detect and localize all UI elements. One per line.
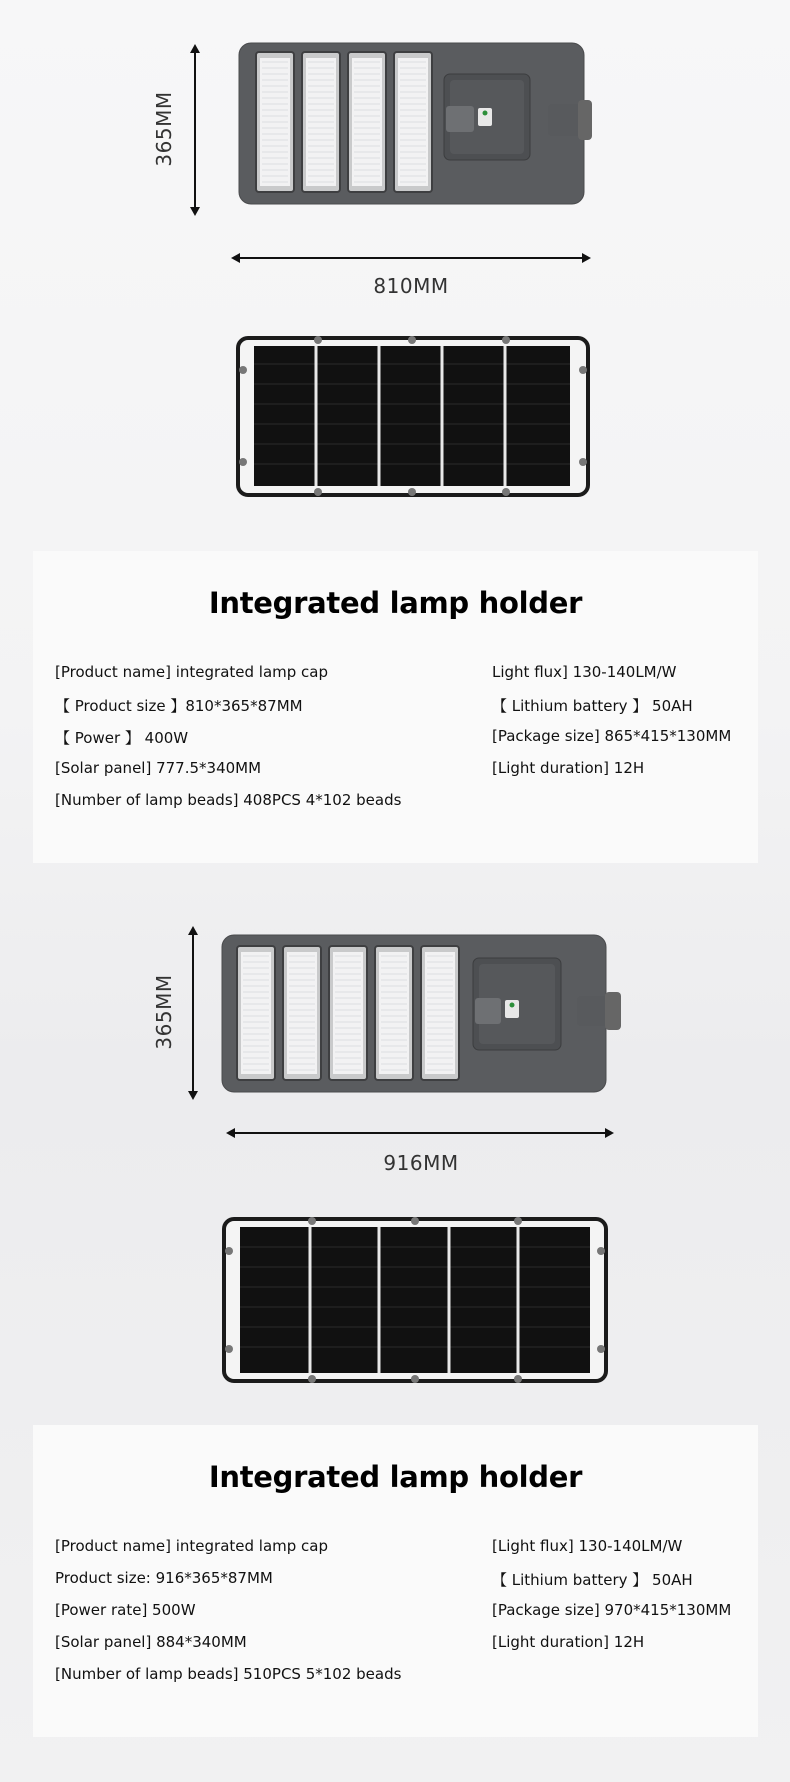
p1-spec-package-size: [Package size] 865*415*130MM (492, 727, 732, 745)
p2-card-title: Integrated lamp holder (208, 1460, 583, 1494)
p2-spec-battery: 【 Lithium battery 】 50AH (492, 1571, 693, 1589)
p1-spec-power: 【 Power 】 400W (55, 729, 189, 747)
p2-height-dimension (186, 926, 200, 1100)
p1-spec-light-duration: [Light duration] 12H (492, 759, 645, 777)
p1-spec-light-flux: Light flux] 130-140LM/W (492, 663, 677, 681)
p1-spec-product-size: 【 Product size 】810*365*87MM (55, 697, 303, 715)
p2-spec-product-size: Product size: 916*365*87MM (55, 1569, 273, 1587)
p1-spec-lamp-beads: [Number of lamp beads] 408PCS 4*102 beads (55, 791, 402, 809)
p1-solar-panel-image (236, 334, 590, 499)
p2-spec-package-size: [Package size] 970*415*130MM (492, 1601, 732, 1619)
p2-height-arrow (186, 926, 200, 1100)
p1-lamp-front-image (238, 42, 596, 205)
p1-spec-solar-panel: [Solar panel] 777.5*340MM (55, 759, 262, 777)
p2-width-arrow (226, 1126, 614, 1140)
p2-spec-lamp-beads: [Number of lamp beads] 510PCS 5*102 beads (55, 1665, 402, 1683)
p1-height-dimension (188, 44, 202, 216)
p1-card-title: Integrated lamp holder (208, 586, 583, 620)
p2-spec-solar-panel: [Solar panel] 884*340MM (55, 1633, 247, 1651)
p2-spec-card (33, 1425, 758, 1737)
p2-width-label: 916MM (383, 1151, 459, 1175)
p1-height-arrow (188, 44, 202, 216)
p2-spec-light-flux: [Light flux] 130-140LM/W (492, 1537, 683, 1555)
p2-spec-power: [Power rate] 500W (55, 1601, 196, 1619)
p1-spec-card (33, 551, 758, 863)
p2-lamp-front-image (221, 934, 623, 1094)
p1-spec-battery: 【 Lithium battery 】 50AH (492, 697, 693, 715)
p2-height-label: 365MM (152, 974, 176, 1050)
p2-spec-light-duration: [Light duration] 12H (492, 1633, 645, 1651)
p2-width-dimension (226, 1126, 614, 1140)
p2-solar-panel-image (222, 1215, 608, 1385)
p1-spec-product-name: [Product name] integrated lamp cap (55, 663, 329, 681)
p2-spec-product-name: [Product name] integrated lamp cap (55, 1537, 329, 1555)
p1-width-dimension (231, 251, 591, 265)
p1-width-arrow (231, 251, 591, 265)
p1-height-label: 365MM (152, 91, 176, 167)
p1-width-label: 810MM (373, 274, 449, 298)
